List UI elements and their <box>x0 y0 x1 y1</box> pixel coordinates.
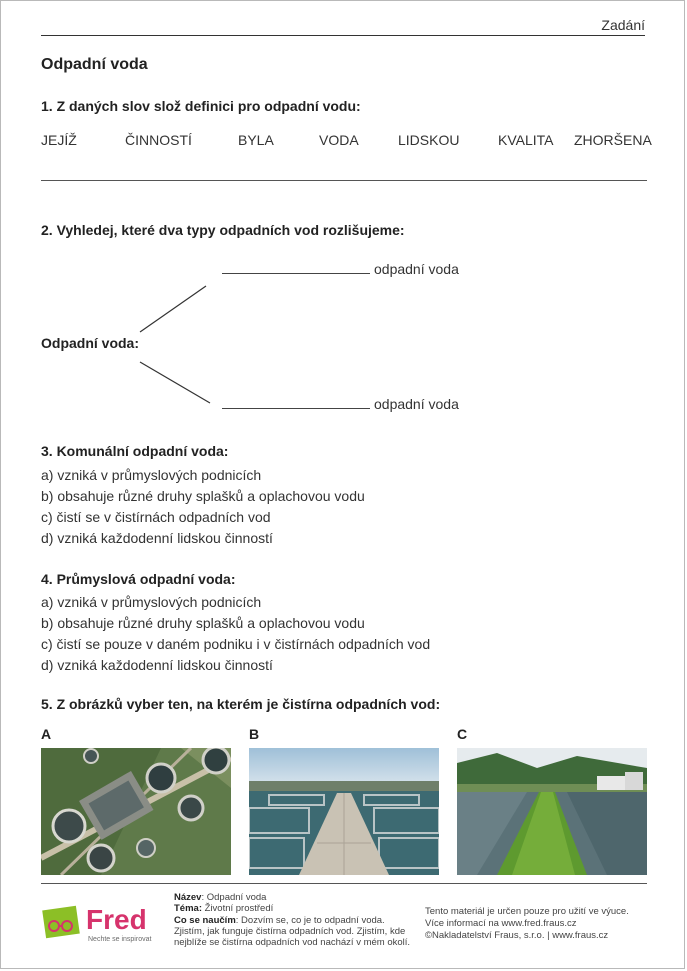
page-title: Odpadní voda <box>41 56 148 73</box>
photo-label-a: A <box>41 726 52 742</box>
word-2: ČINNOSTÍ <box>125 132 192 148</box>
footer-learn-label: Co se naučím <box>174 914 236 926</box>
footer-name-label: Název <box>174 892 202 903</box>
answer-top[interactable] <box>222 261 459 277</box>
answer-bottom-label: odpadní voda <box>374 396 459 412</box>
question-1-prompt: 1. Z daných slov slož definici pro odpadní vodu: <box>41 98 361 114</box>
footer-topic-label: Téma: <box>174 903 202 915</box>
branch-line-top <box>140 286 206 332</box>
question-4-prompt: 4. Průmyslová odpadní voda: <box>41 571 236 587</box>
q4-option-b[interactable]: b) obsahuje různé druhy splašků a oplachovou vodu <box>41 615 365 631</box>
q3-option-c[interactable]: c) čistí se v čistírnách odpadních vod <box>41 509 271 525</box>
question-2-prompt: 2. Vyhledej, které dva typy odpadních vod rozlišujeme: <box>41 222 405 238</box>
branch-line-bottom <box>140 362 210 403</box>
word-4: VODA <box>319 132 359 148</box>
q3-option-a[interactable]: a) vzniká v průmyslových podnicích <box>41 467 262 483</box>
answer-bottom-blank[interactable] <box>222 396 370 409</box>
answer-bottom[interactable] <box>222 396 459 412</box>
footer-legal-line-3[interactable]: ©Nakladatelství Fraus, s.r.o. | www.fraus.cz <box>425 929 609 941</box>
footer-topic-value: Životní prostředí <box>201 903 274 915</box>
question-5-prompt: 5. Z obrázků vyber ten, na kterém je čistírna odpadních vod: <box>41 696 441 712</box>
answer-line-q1[interactable] <box>41 180 647 181</box>
branch-lines <box>130 280 220 410</box>
q4-option-d[interactable]: d) vzniká každodenní lidskou činností <box>41 657 273 673</box>
footer-legal <box>425 906 655 941</box>
q4-option-a[interactable]: a) vzniká v průmyslových podnicích <box>41 594 262 610</box>
footer-learn-value: : Dozvím se, co je to odpadní voda. Zjistím, jak funguje čistírna odpadních vod. Zjistím, kde nejblíže se čistírna odpadních vod nachází v mém okolí. <box>174 914 411 949</box>
photo-c[interactable] <box>457 748 647 875</box>
footer-legal-line-1: Tento materiál je určen pouze pro užití ve výuce. <box>425 906 629 917</box>
answer-top-label: odpadní voda <box>374 261 459 277</box>
question-3-prompt: 3. Komunální odpadní voda: <box>41 443 229 459</box>
word-7: ZHORŠENA <box>574 132 652 148</box>
word-6: KVALITA <box>498 132 554 148</box>
footer-divider <box>41 883 647 884</box>
root-label: Odpadní voda: <box>41 335 139 351</box>
header-label: Zadání <box>601 17 645 33</box>
fred-logo <box>42 902 162 948</box>
header-divider <box>41 35 645 36</box>
photo-label-b: B <box>249 726 260 742</box>
q3-option-b[interactable]: b) obsahuje různé druhy splašků a oplachovou vodu <box>41 488 365 504</box>
q3-option-d[interactable]: d) vzniká každodenní lidskou činností <box>41 530 273 546</box>
word-1: JEJÍŽ <box>41 132 77 148</box>
word-3: BYLA <box>238 132 274 148</box>
photo-b[interactable] <box>249 748 439 875</box>
word-5: LIDSKOU <box>398 132 460 148</box>
footer-info <box>174 892 414 948</box>
footer-legal-line-2[interactable]: Více informací na www.fred.fraus.cz <box>425 917 577 929</box>
photo-label-c: C <box>457 726 468 742</box>
photo-a[interactable] <box>41 748 231 875</box>
footer-name-value: : Odpadní voda <box>201 892 267 903</box>
logo-text: Fred <box>86 904 147 935</box>
answer-top-blank[interactable] <box>222 261 370 274</box>
logo-tagline: Nechte se inspirovat <box>88 936 152 943</box>
q4-option-c[interactable]: c) čistí se pouze v daném podniku i v čistírnách odpadních vod <box>41 636 431 652</box>
